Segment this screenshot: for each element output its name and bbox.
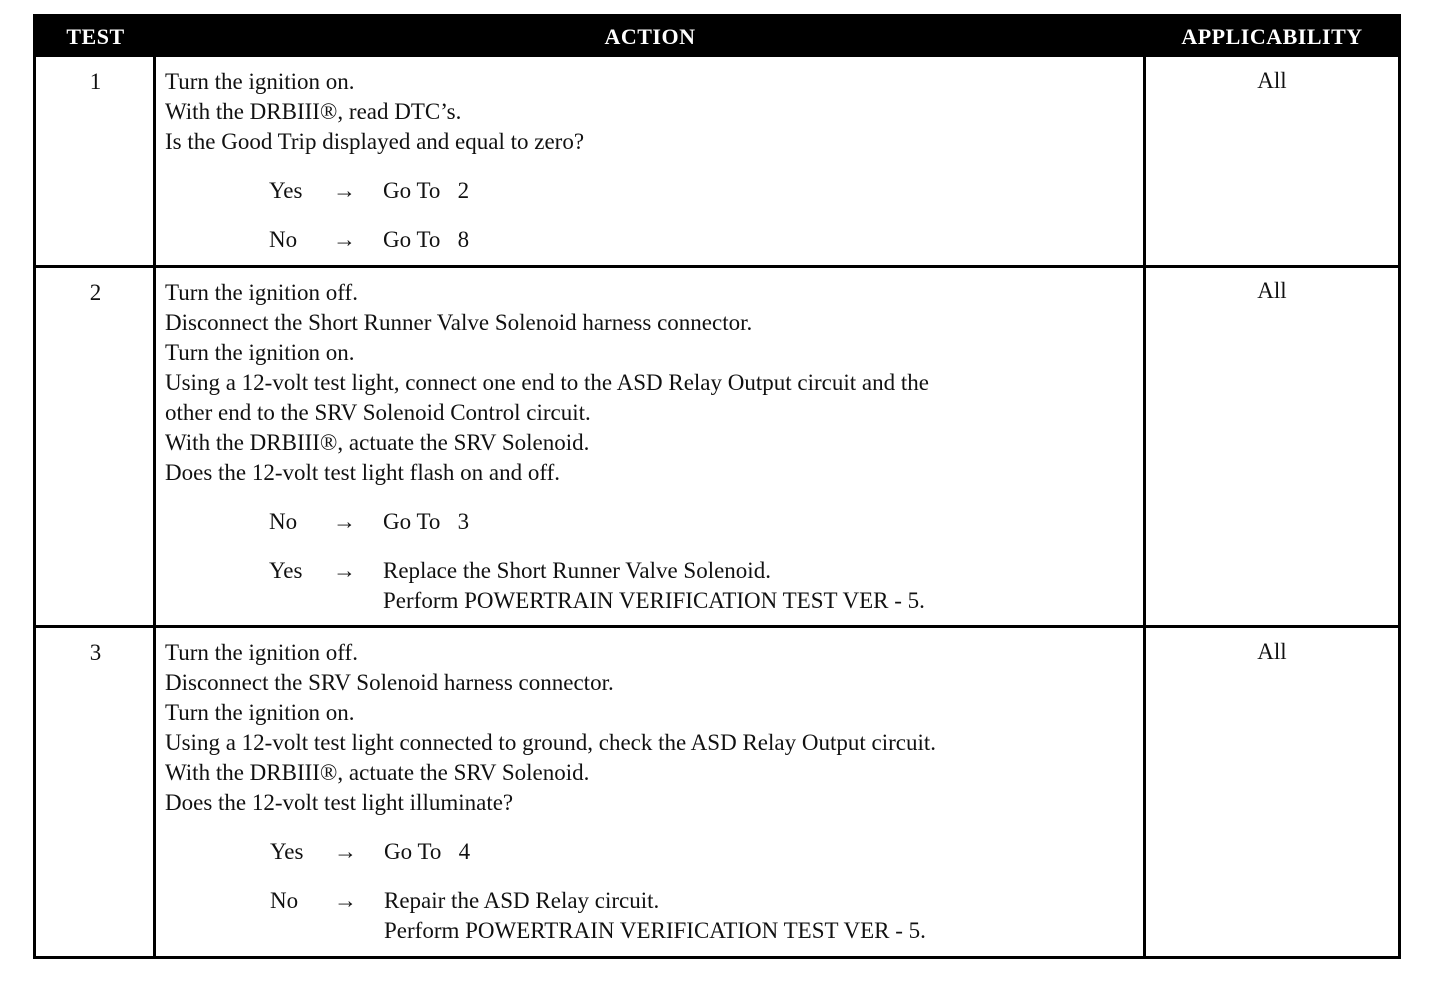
branch-result [384,886,926,946]
diagnostic-test-table [33,14,1401,959]
instruction-line: Using a 12-volt test light, connect one end to the ASD Relay Output circuit and the [165,370,929,395]
branch-answer: Yes [269,178,303,203]
row-divider [36,625,1398,628]
instruction-line: With the DRBIII®, read DTC’s. [165,99,462,124]
header-test: TEST [66,24,125,49]
branch-yes [270,837,1070,867]
test-number: 2 [89,280,102,305]
action-instructions [165,278,1145,488]
header-applicability: APPLICABILITY [1181,24,1363,49]
instruction-line: Turn the ignition off. [165,640,358,665]
result-line: Go To 4 [384,839,471,864]
result-line: Perform POWERTRAIN VERIFICATION TEST VER - 5. [383,588,925,613]
applicability-value: All [1257,278,1287,303]
column-divider [1143,57,1146,956]
arrow-icon: → [333,178,356,203]
branch-answer: No [269,227,298,252]
result-line: Go To 3 [383,509,470,534]
instruction-line: With the DRBIII®, actuate the SRV Solenoid. [165,430,590,455]
branch-answer: No [270,888,299,913]
branch-result [383,507,469,537]
action-instructions [165,67,1145,157]
result-line: Go To 8 [383,227,470,252]
branch-answer: No [269,509,298,534]
branch-no [269,225,1069,255]
branch-yes [269,176,1069,206]
arrow-icon: → [333,509,356,534]
branch-result [383,225,469,255]
instruction-line: Turn the ignition on. [165,700,355,725]
instruction-line: Disconnect the SRV Solenoid harness connector. [165,670,614,695]
applicability-value: All [1257,639,1287,664]
branch-answer: Yes [269,558,303,583]
arrow-icon: → [333,227,356,252]
instruction-line: other end to the SRV Solenoid Control circuit. [165,400,591,425]
result-line: Repair the ASD Relay circuit. [384,888,660,913]
row-divider [36,265,1398,268]
branch-yes [269,556,1169,616]
instruction-line: Turn the ignition on. [165,340,355,365]
branch-result [384,837,470,867]
instruction-line: Disconnect the Short Runner Valve Solenoid harness connector. [165,310,753,335]
instruction-line: Turn the ignition off. [165,280,358,305]
instruction-line: With the DRBIII®, actuate the SRV Solenoid. [165,760,590,785]
arrow-icon: → [333,558,356,583]
arrow-icon: → [334,888,357,913]
instruction-line: Does the 12-volt test light flash on and off. [165,460,560,485]
branch-result [383,176,469,206]
result-line: Perform POWERTRAIN VERIFICATION TEST VER - 5. [384,918,926,943]
instruction-line: Is the Good Trip displayed and equal to zero? [165,129,585,154]
test-number: 3 [89,640,102,665]
instruction-line: Does the 12-volt test light illuminate? [165,790,514,815]
applicability-value: All [1257,68,1287,93]
arrow-icon: → [334,839,357,864]
result-line: Replace the Short Runner Valve Solenoid. [383,558,771,583]
column-divider [153,57,156,956]
header-action: ACTION [604,24,696,49]
instruction-line: Turn the ignition on. [165,69,355,94]
action-instructions [165,638,1145,818]
result-line: Go To 2 [383,178,470,203]
branch-no [269,507,1069,537]
instruction-line: Using a 12-volt test light connected to ground, check the ASD Relay Output circuit. [165,730,936,755]
branch-result [383,556,925,616]
table-header [36,17,1398,57]
test-number: 1 [89,69,102,94]
branch-answer: Yes [270,839,304,864]
branch-no [270,886,1170,946]
